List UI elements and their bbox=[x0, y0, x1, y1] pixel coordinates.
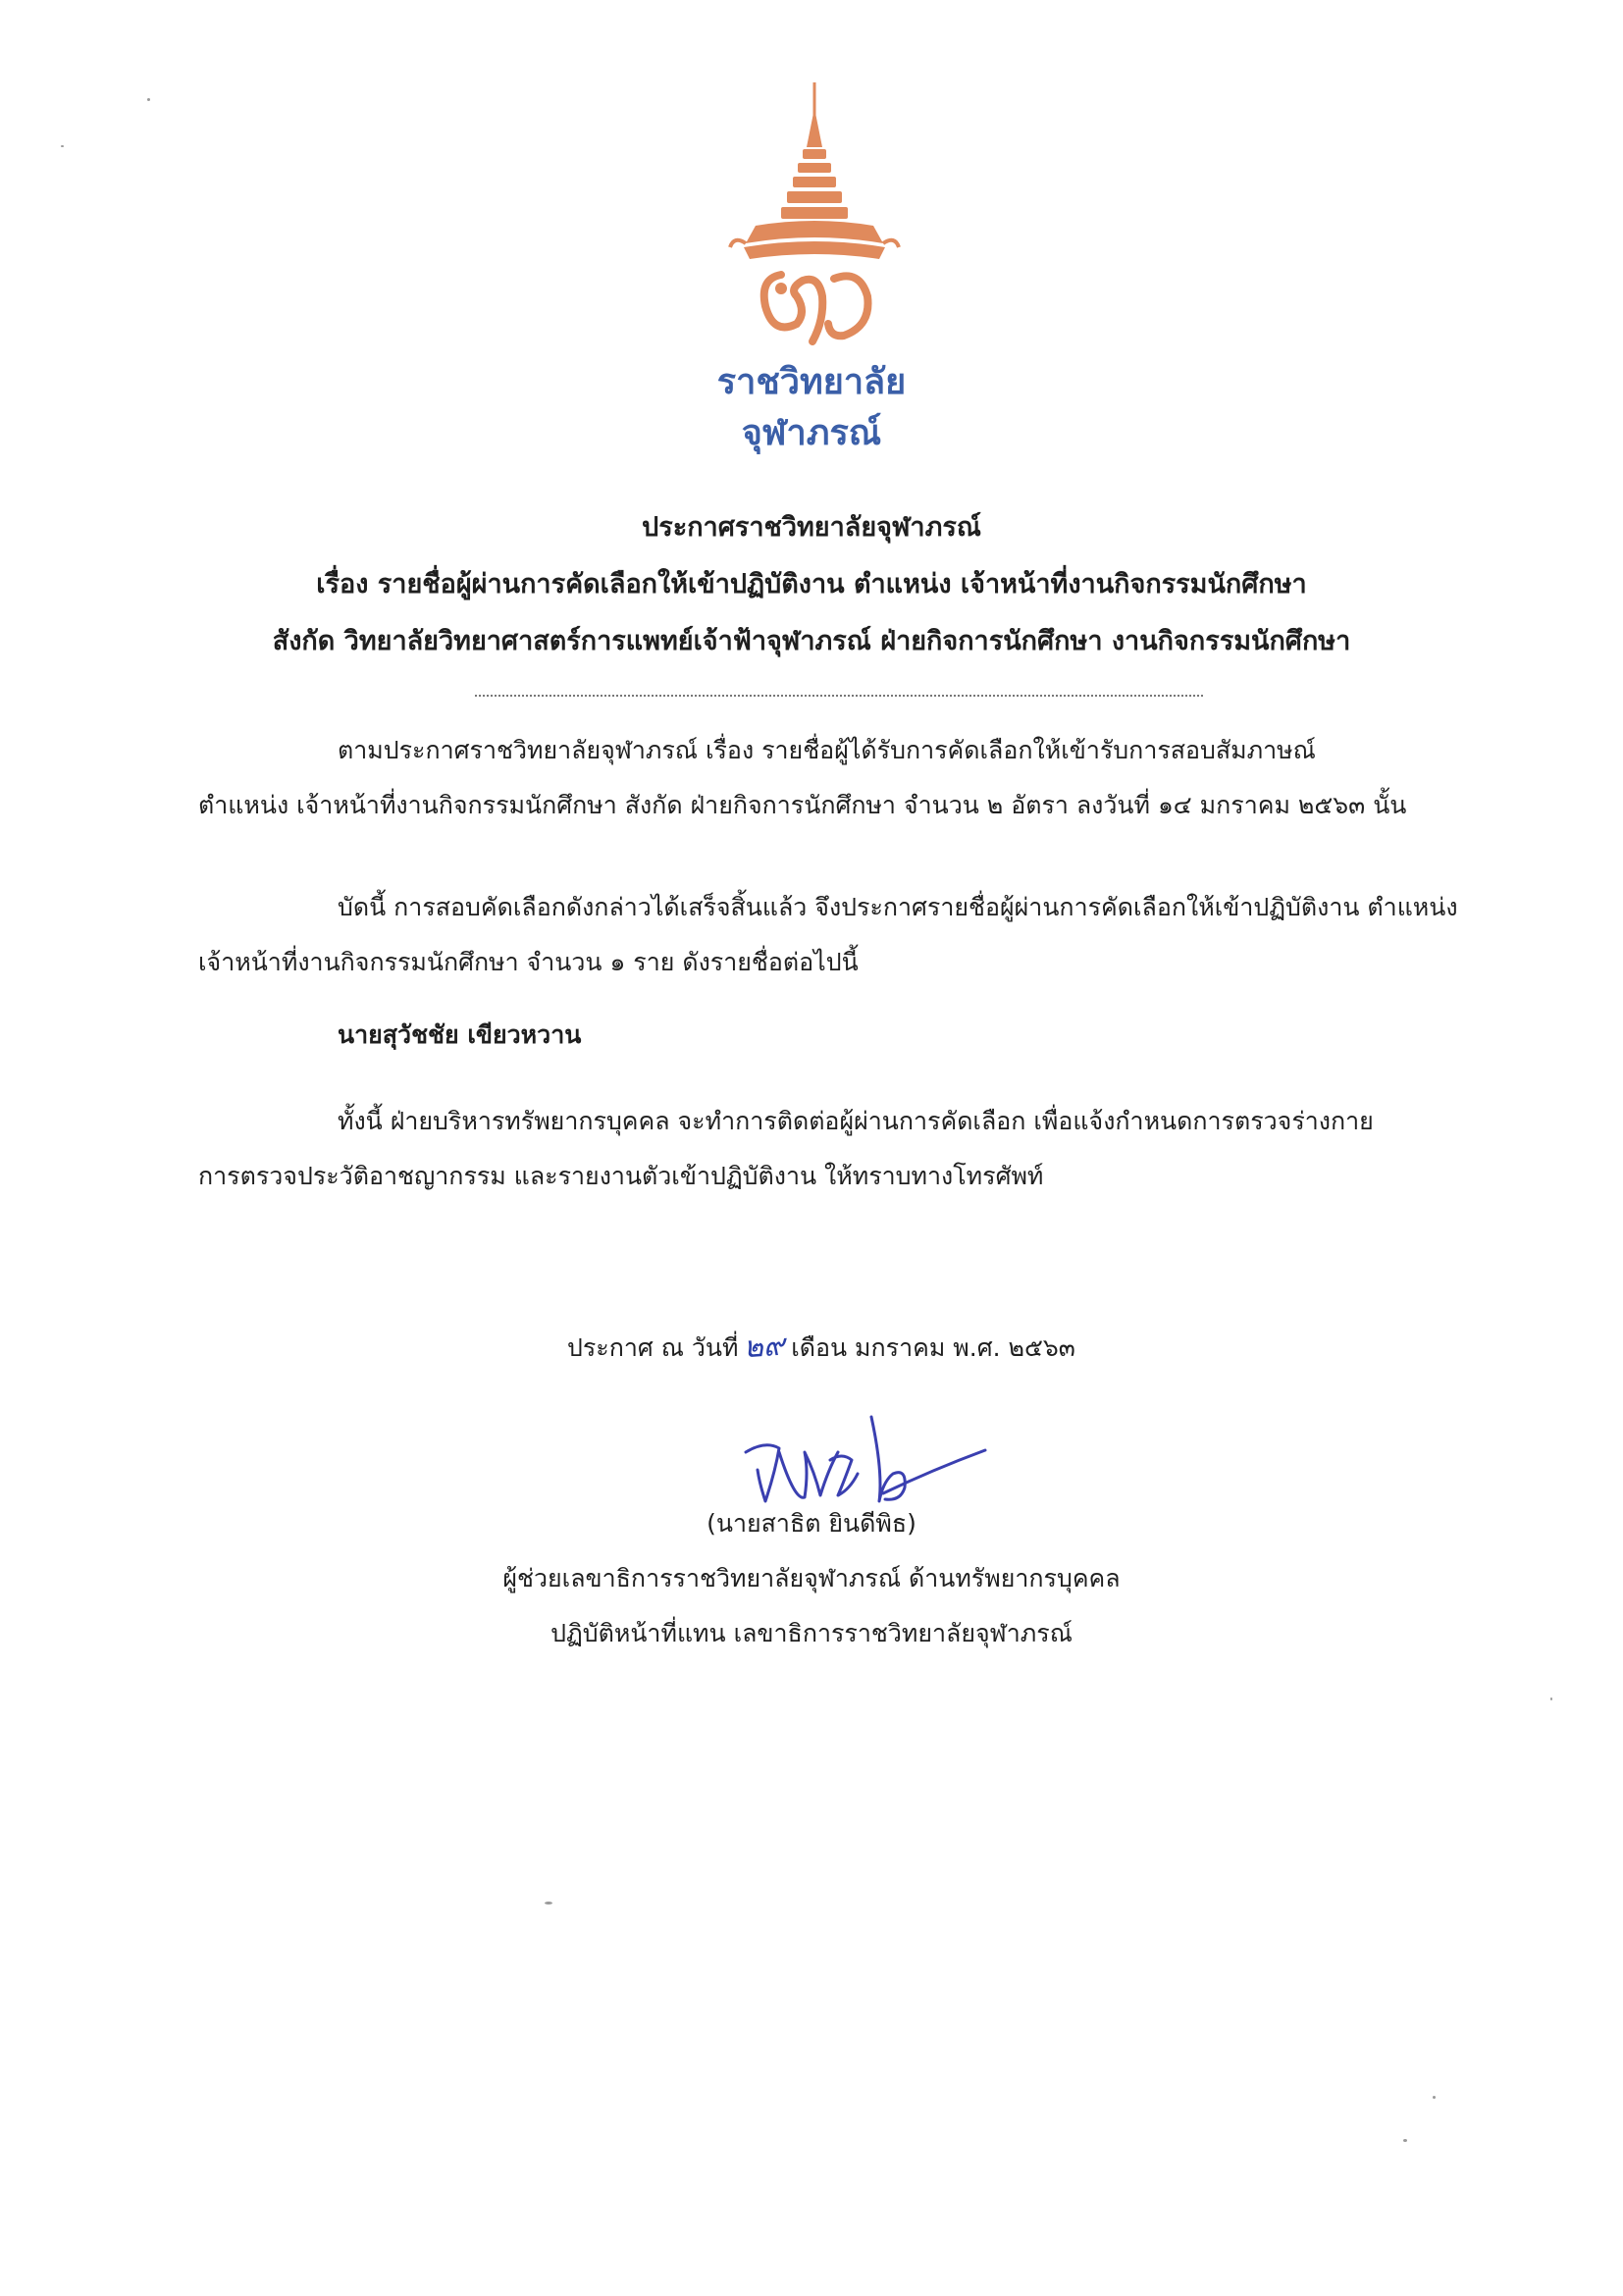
dotted-divider bbox=[475, 695, 1203, 697]
organization-name-line2: จุฬาภรณ์ bbox=[741, 413, 882, 453]
paragraph-3-line-2: การตรวจประวัติอาชญากรรม และรายงานตัวเข้าปฏิบัติงาน ให้ทราบทางโทรศัพท์ bbox=[198, 1162, 1044, 1190]
scan-speck bbox=[61, 145, 64, 147]
date-day-handwritten: ๒๙ bbox=[743, 1328, 787, 1366]
paragraph-1-line-2: ตำแหน่ง เจ้าหน้าที่งานกิจกรรมนักศึกษา สังกัด ฝ่ายกิจการนักศึกษา จำนวน ๒ อัตรา ลงวันที่ ๑๔ มกราคม ๒๕๖๓ นั้น bbox=[198, 791, 1407, 819]
paragraph-2-line-1: บัดนี้ การสอบคัดเลือกดังกล่าวได้เสร็จสิ้นแล้ว จึงประกาศรายชื่อผู้ผ่านการคัดเลือกให้เข้าปฏิบัติงาน ตำแหน่ง bbox=[338, 893, 1458, 921]
date-prefix: ประกาศ ณ วันที่ bbox=[567, 1333, 739, 1362]
paragraph-3-line-1: ทั้งนี้ ฝ่ายบริหารทรัพยากรบุคคล จะทำการติดต่อผู้ผ่านการคัดเลือก เพื่อแจ้งกำหนดการตรวจร่างกาย bbox=[338, 1107, 1374, 1135]
scan-speck bbox=[1433, 2096, 1436, 2099]
selected-candidate-name: นายสุวัชชัย เขียวหวาน bbox=[338, 1020, 582, 1049]
date-suffix: เดือน มกราคม พ.ศ. ๒๕๖๓ bbox=[791, 1333, 1075, 1362]
scan-speck bbox=[545, 1902, 552, 1905]
announcement-title: ประกาศราชวิทยาลัยจุฬาภรณ์ bbox=[642, 512, 981, 543]
announcement-subject: เรื่อง รายชื่อผู้ผ่านการคัดเลือกให้เข้าปฏิบัติงาน ตำแหน่ง เจ้าหน้าที่งานกิจกรรมนักศึกษา bbox=[316, 569, 1307, 600]
scan-speck bbox=[1403, 2139, 1407, 2142]
scan-speck bbox=[1550, 1697, 1552, 1700]
announcement-affiliation: สังกัด วิทยาลัยวิทยาศาสตร์การแพทย์เจ้าฟ้าจุฬาภรณ์ ฝ่ายกิจการนักศึกษา งานกิจกรรมนักศึกษา bbox=[272, 626, 1351, 656]
signatory-position-2: ปฏิบัติหน้าที่แทน เลขาธิการราชวิทยาลัยจุฬาภรณ์ bbox=[550, 1619, 1073, 1647]
signatory-name: (นายสาธิต ยินดีพิธ) bbox=[707, 1509, 916, 1538]
paragraph-1-line-1: ตามประกาศราชวิทยาลัยจุฬาภรณ์ เรื่อง รายชื่อผู้ได้รับการคัดเลือกให้เข้ารับการสอบสัมภาษณ์ bbox=[338, 736, 1316, 764]
royal-crown-emblem-icon bbox=[687, 78, 942, 363]
announcement-date bbox=[567, 1328, 1075, 1366]
signatory-position-1: ผู้ช่วยเลขาธิการราชวิทยาลัยจุฬาภรณ์ ด้านทรัพยากรบุคคล bbox=[502, 1564, 1121, 1592]
scan-speck bbox=[147, 98, 150, 101]
organization-name-line1: ราชวิทยาลัย bbox=[716, 362, 907, 402]
paragraph-2-line-2: เจ้าหน้าที่งานกิจกรรมนักศึกษา จำนวน ๑ ราย ดังรายชื่อต่อไปนี้ bbox=[198, 948, 859, 976]
